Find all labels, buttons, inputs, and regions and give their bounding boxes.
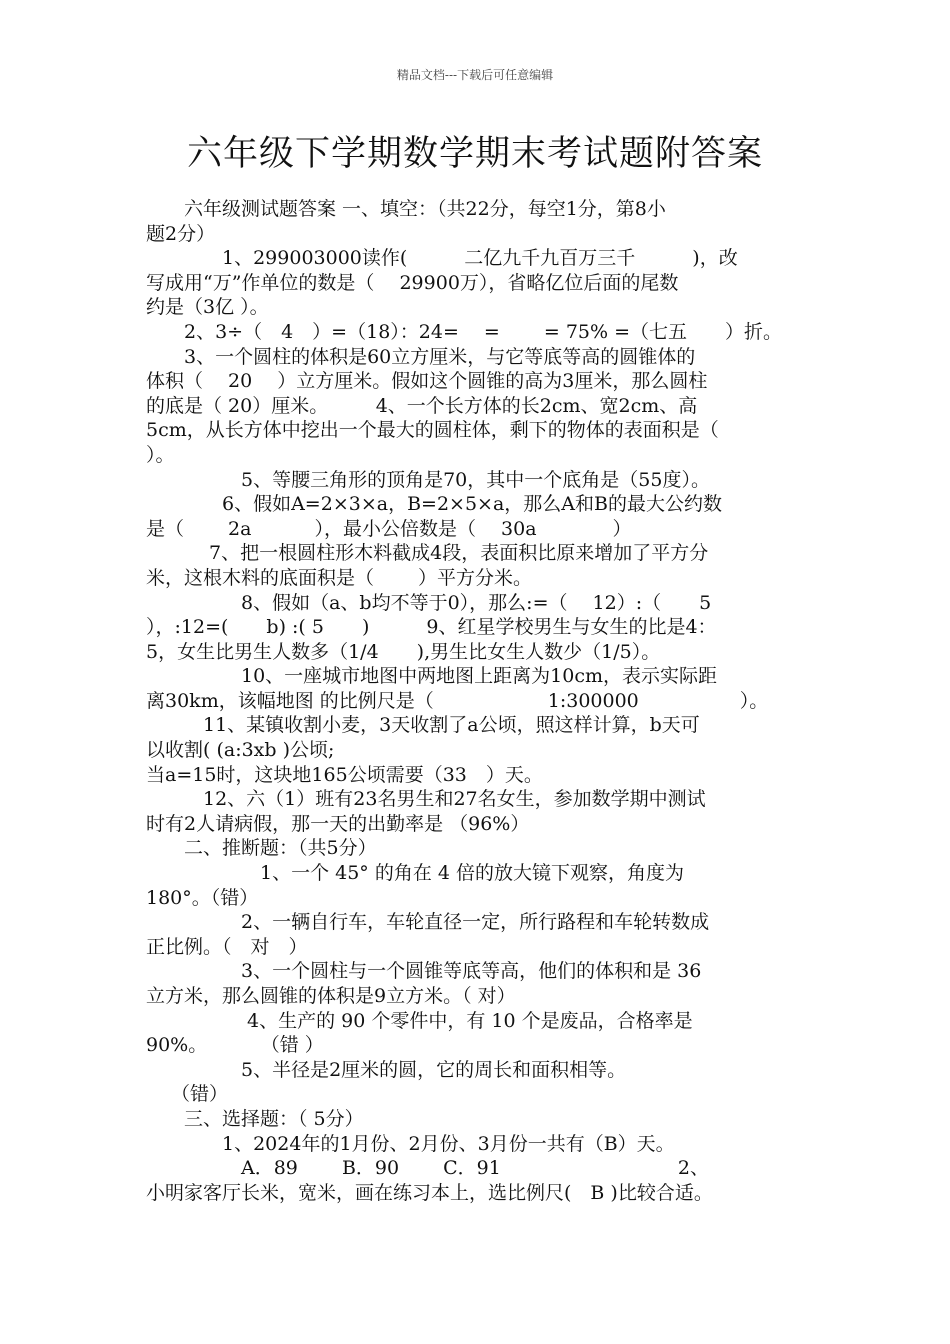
text-line: 11、某镇收割小麦，3天收割了a公顷，照这样计算，b天可 (146, 714, 700, 737)
text-line: 5，女生比男生人数多（1/4 ),男生比女生人数少（1/5）。 (146, 640, 661, 663)
text-line: 1、299003000读作( 二亿九千九百万三千 )，改 (146, 247, 738, 270)
text-line: 是（ 2a ），最小公倍数是（ 30a ） (146, 517, 632, 540)
text-line: 6、假如A=2×3×a，B=2×5×a，那么A和B的最大公约数 (146, 493, 722, 516)
text-line: 2、一辆自行车，车轮直径一定，所行路程和车轮转数成 (146, 911, 710, 934)
text-line: 90%。 （错 ） (146, 1034, 324, 1057)
text-line: 小明家客厅长米，宽米，画在练习本上，选比例尺( B )比较合适。 (146, 1181, 713, 1204)
text-line: 时有2人请病假，那一天的出勤率是 （96%） (146, 812, 530, 835)
text-line: 3、一个圆柱与一个圆锥等底等高，他们的体积和是 36 (146, 960, 702, 983)
text-line: 5、半径是2厘米的圆，它的周长和面积相等。 (146, 1058, 627, 1081)
text-line: 的底是（ 20）厘米。 4、一个长方体的长2cm、宽2cm、高 (146, 394, 698, 417)
text-line: 离30km，该幅地图 的比例尺是（ 1:300000 ）。 (146, 689, 769, 712)
text-line: 10、一座城市地图中两地图上距离为10cm，表示实际距 (146, 665, 718, 688)
text-line: 4、生产的 90 个零件中，有 10 个是废品，合格率是 (146, 1009, 693, 1032)
text-line: 7、把一根圆柱形木料截成4段，表面积比原来增加了平方分 (146, 542, 709, 565)
text-line: 12、六（1）班有23名男生和27名女生，参加数学期中测试 (146, 788, 706, 811)
text-line: 写成用“万”作单位的数是（ 29900万），省略亿位后面的尾数 (146, 271, 679, 294)
text-line: 二、推断题：（共5分） (146, 837, 377, 860)
document-body (146, 197, 808, 1205)
text-line: ），:12=( b) :( 5 ) 9、红星学校男生与女生的比是4： (146, 616, 717, 639)
text-line: 正比例。（ 对 ） (146, 935, 308, 958)
text-line: ）。 (146, 443, 175, 466)
text-line: 3、一个圆柱的体积是60立方厘米，与它等底等高的圆锥体的 (146, 345, 696, 368)
text-line: 当a=15时，这块地165公顷需要（33 ）天。 (146, 763, 543, 786)
page-header: 精品文档---下载后可任意编辑 (396, 68, 554, 82)
text-line: 题2分） (146, 222, 216, 245)
text-line: 米，这根木料的底面积是（ ）平方分米。 (146, 566, 533, 589)
text-line: 立方米，那么圆锥的体积是9立方米。（ 对） (146, 985, 516, 1007)
text-line: 2、3÷（ 4 ）=（18）：24= = = 75% =（七五 ）折。 (146, 320, 783, 343)
text-line: 5、等腰三角形的顶角是70，其中一个底角是（55度）。 (146, 468, 710, 491)
text-line: 1、2024年的1月份、2月份、3月份一共有（B）天。 (146, 1132, 675, 1155)
text-line: 1、一个 45° 的角在 4 倍的放大镜下观察，角度为 (146, 862, 685, 885)
text-line: 三、选择题：（ 5分） (146, 1107, 364, 1130)
text-line: （错） (146, 1083, 229, 1106)
page-title: 六年级下学期数学期末考试题附答案 (186, 134, 763, 174)
text-line: 体积（ 20 ）立方厘米。假如这个圆锥的高为3厘米，那么圆柱 (146, 370, 708, 393)
text-line: 5cm，从长方体中挖出一个最大的圆柱体，剩下的物体的表面积是（ (146, 419, 719, 442)
text-line: 8、假如（a、b均不等于0），那么:=（ 12）:（ 5 (146, 591, 712, 614)
text-line: 180°。（错） (146, 886, 259, 909)
text-line: 六年级测试题答案 一、填空：（共22分，每空1分，第8小 (146, 198, 666, 220)
text-line: A．89 B．90 C．91 2、 (146, 1157, 709, 1180)
text-line: 约是（3亿 ）。 (146, 296, 269, 319)
text-line: 以收割( (a:3xb )公顷; (146, 739, 335, 762)
